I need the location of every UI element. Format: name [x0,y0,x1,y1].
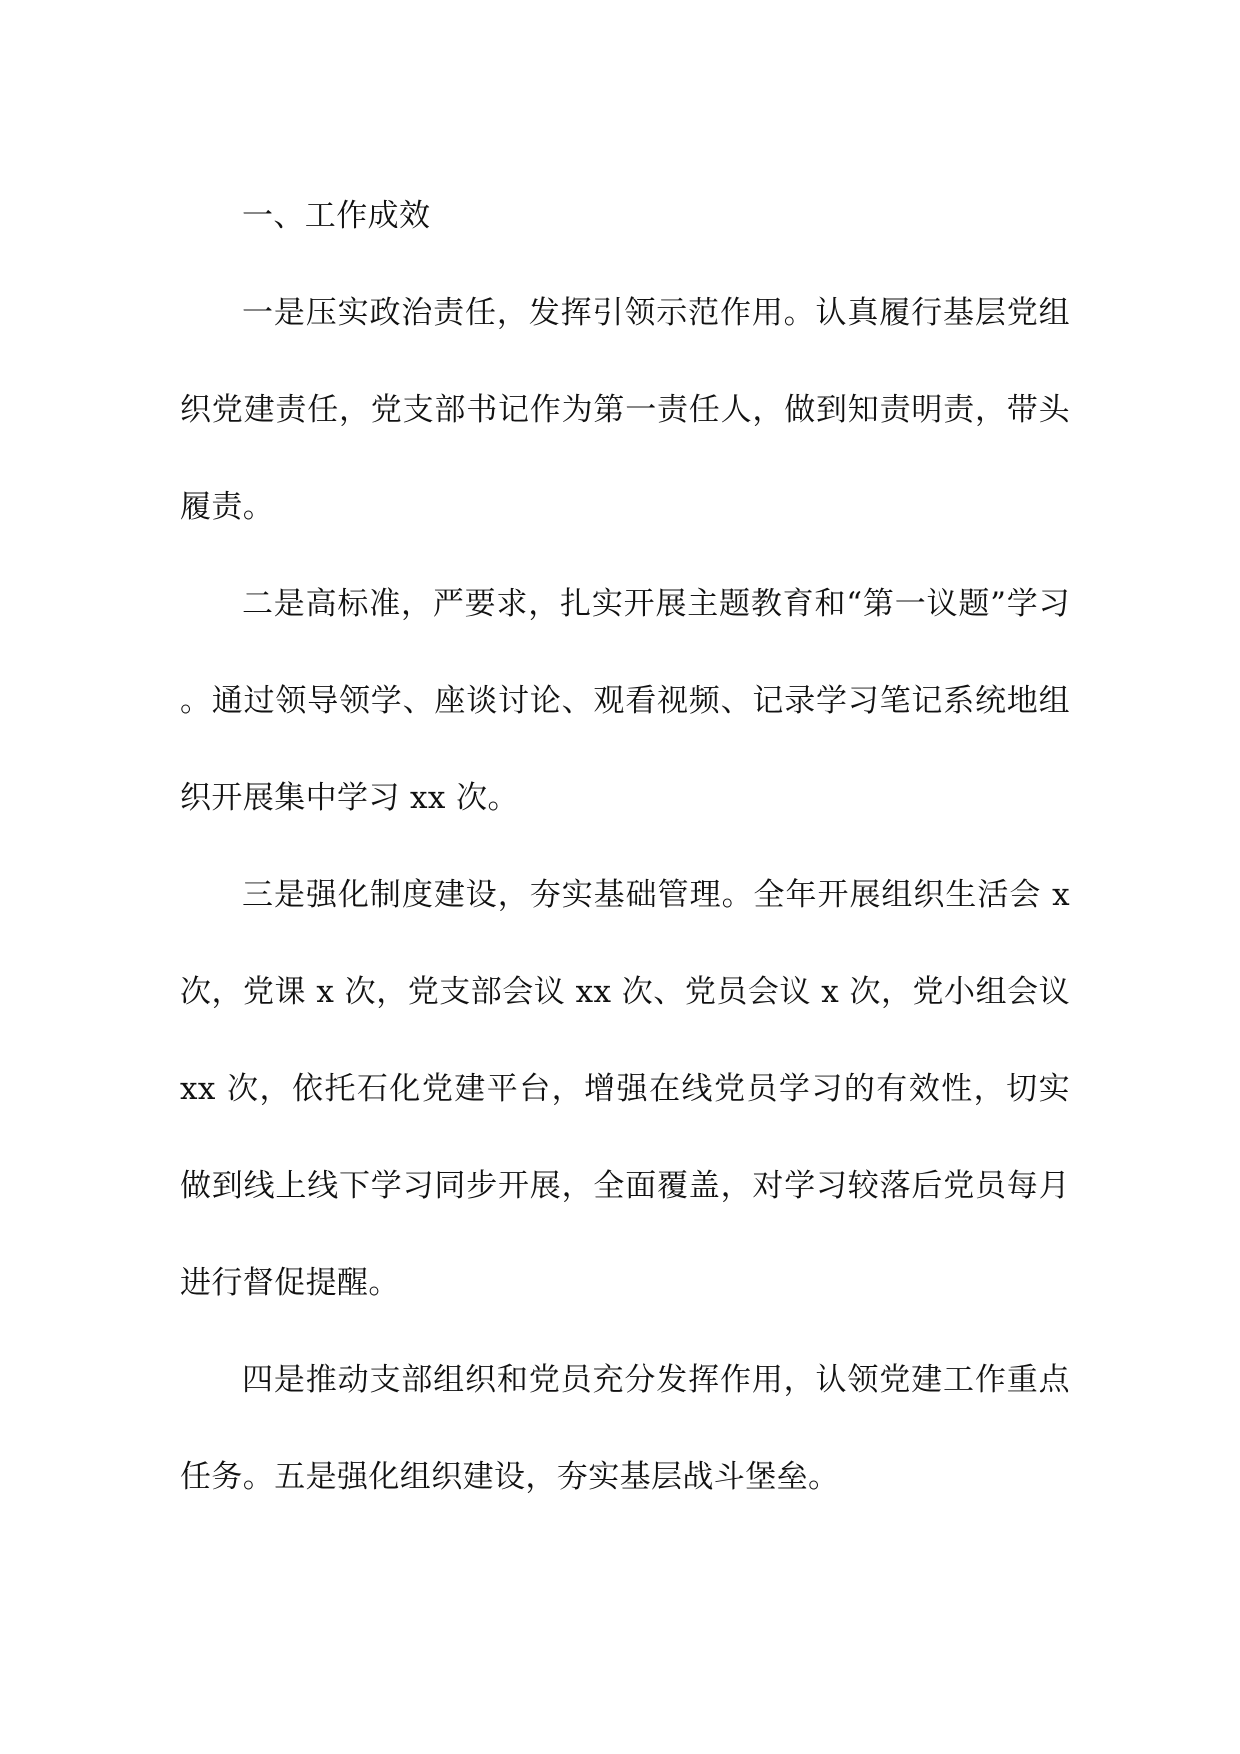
paragraph-2: 二是高标准，严要求，扎实开展主题教育和“第一议题”学习。通过领导领学、座谈讨论、观看视频、记录学习笔记系统地组织开展集中学习 xx 次。 [180,586,1070,816]
paragraph-1: 一是压实政治责任，发挥引领示范作用。认真履行基层党组织党建责任，党支部书记作为第一责任人，做到知责明责，带头履责。 [180,295,1070,525]
document-body [180,168,1070,1526]
section-heading: 一、工作成效 [242,198,431,234]
paragraph-3: 三是强化制度建设，夯实基础管理。全年开展组织生活会 x 次，党课 x 次，党支部会议 xx 次、党员会议 x 次，党小组会议 xx 次，依托石化党建平台，增强在线党员学习的有效性，切实做到线上线下学习同步开展，全面覆盖，对学习较落后党员每月进行督促提醒。 [180,877,1070,1301]
paragraph-4: 四是推动支部组织和党员充分发挥作用，认领党建工作重点任务。五是强化组织建设，夯实基层战斗堡垒。 [180,1362,1070,1495]
